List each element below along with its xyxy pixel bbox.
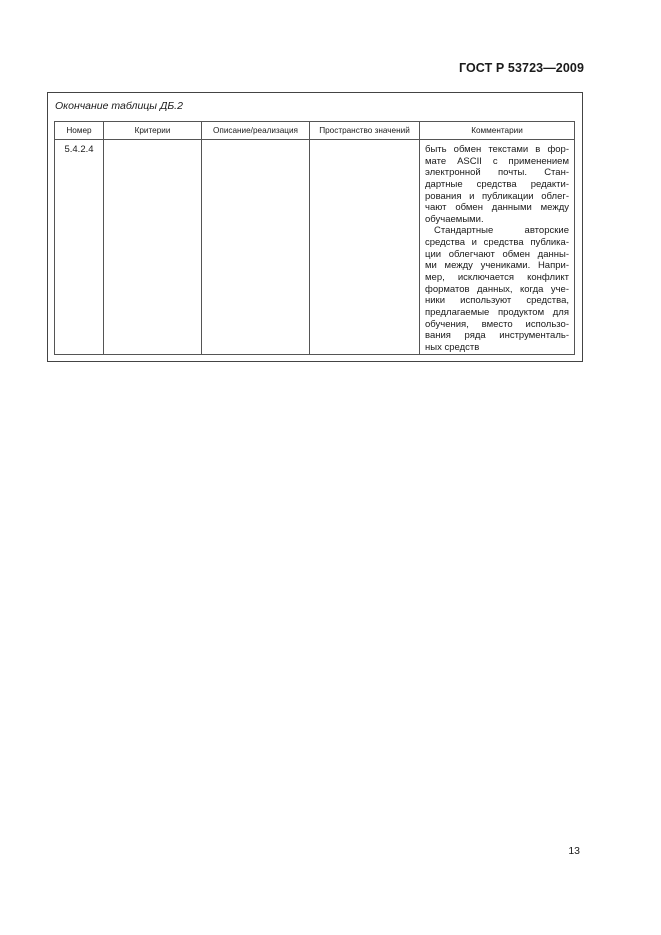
comment-line: быть обмен текстами в фор-: [425, 144, 569, 155]
comment-line: чают обмен данными между: [425, 202, 569, 214]
cell-number: 5.4.2.4: [55, 140, 104, 355]
cell-description: [202, 140, 310, 355]
comment-line: ми между учениками. Напри-: [425, 260, 569, 272]
cell-value-space: [310, 140, 420, 355]
column-header-comments: Комментарии: [420, 122, 575, 140]
comment-line: обучения, вместо использо-: [425, 318, 569, 330]
comment-line: ных средств: [425, 341, 480, 353]
comment-line: ции облегчают обмен данны-: [425, 248, 569, 260]
document-code: ГОСТ Р 53723—2009: [458, 61, 584, 75]
criteria-table: [54, 121, 575, 355]
cell-criteria: [104, 140, 202, 355]
table-header-row: [55, 122, 575, 140]
comment-line: Стандартные авторские: [434, 225, 569, 237]
column-header-value-space: Пространство значений: [310, 122, 420, 140]
comment-line: мер, исключается конфликт: [425, 272, 569, 284]
comment-line: ники используют средства,: [425, 295, 569, 307]
column-header-description: Описание/реализация: [202, 122, 310, 140]
column-header-number: Номер: [55, 122, 104, 140]
comment-line: электронной почты. Стан-: [425, 167, 569, 179]
table-caption: Окончание таблицы ДБ.2: [55, 100, 183, 112]
page-number: 13: [568, 845, 580, 857]
comment-line: форматов данных, когда уче-: [425, 283, 569, 295]
table-frame: [47, 92, 583, 362]
comment-line: средства и средства публика-: [425, 237, 569, 249]
comment-line: предлагаемые продуктом для: [425, 306, 569, 318]
comment-line: дартные средства редакти-: [425, 178, 569, 190]
table-row: [55, 140, 575, 355]
cell-comments: [420, 140, 575, 355]
comment-line: вания ряда инструменталь-: [425, 330, 569, 342]
comment-line: мате ASCII с применением: [425, 155, 569, 167]
comment-line: обучаемыми.: [425, 213, 484, 225]
comment-line: рования и публикации облег-: [425, 190, 569, 202]
column-header-criteria: Критерии: [104, 122, 202, 140]
